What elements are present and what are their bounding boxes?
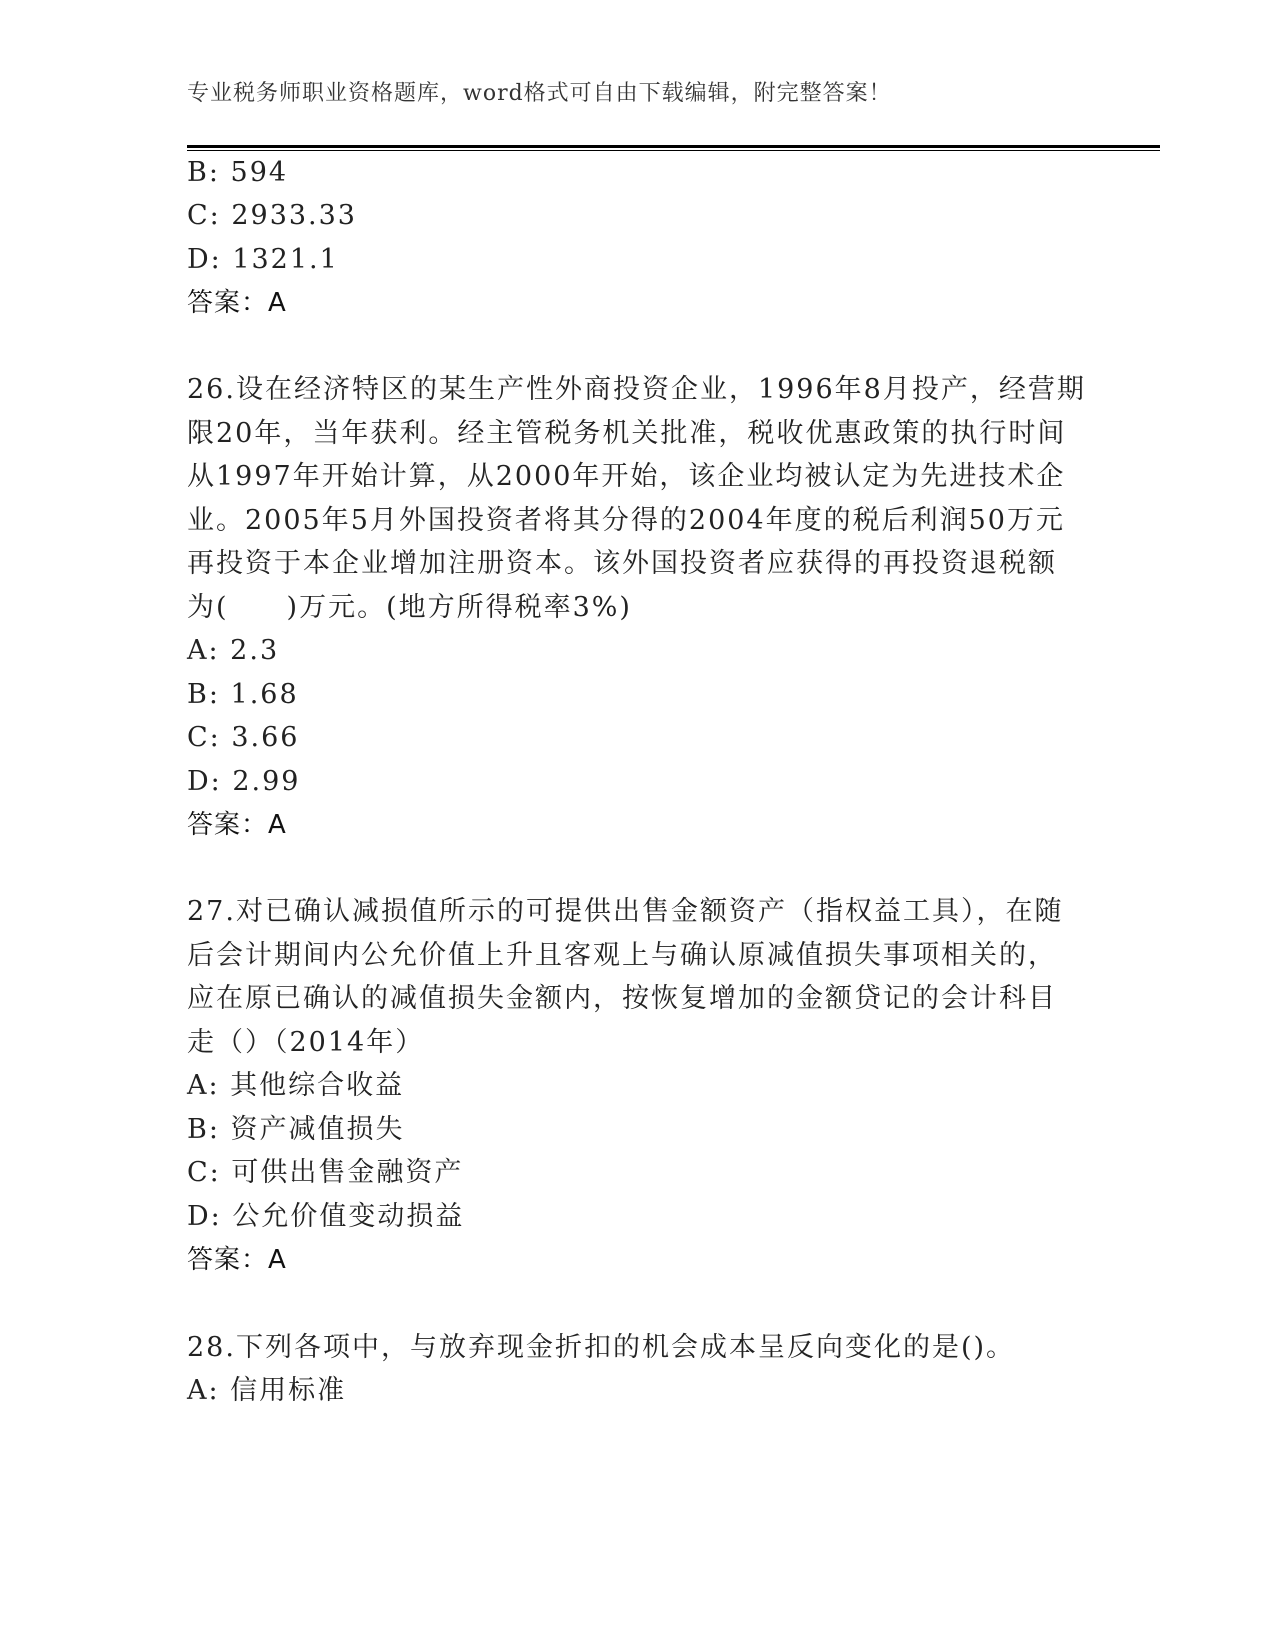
- prev-option-b: B: 594: [187, 157, 289, 188]
- q26-stem-line-2: 限20年，当年获利。经主管税务机关批准，税收优惠政策的执行时间: [187, 418, 1067, 449]
- q27-answer: 答案：A: [187, 1245, 287, 1275]
- q27-stem-line-4: 走（）（2014年）: [187, 1027, 425, 1058]
- q27-option-b: B: 资产减值损失: [187, 1114, 405, 1145]
- q26-option-d: D: 2.99: [187, 766, 301, 797]
- q27-option-d: D: 公允价值变动损益: [187, 1201, 465, 1232]
- q28-stem-line-1: 28.下列各项中，与放弃现金折扣的机会成本呈反向变化的是()。: [187, 1332, 1016, 1363]
- q26-stem-line-6: 为( )万元。(地方所得税率3%): [187, 592, 632, 623]
- q26-stem-line-5: 再投资于本企业增加注册资本。该外国投资者应获得的再投资退税额: [187, 548, 1057, 579]
- q27-stem-line-2: 后会计期间内公允价值上升且客观上与确认原减值损失事项相关的，: [187, 940, 1057, 971]
- q26-answer: 答案：A: [187, 810, 287, 840]
- q28-option-a: A: 信用标准: [187, 1375, 347, 1406]
- header-rule-thin: [187, 150, 1160, 151]
- q26-option-c: C: 3.66: [187, 722, 300, 753]
- prev-option-c: C: 2933.33: [187, 200, 357, 231]
- q27-option-a: A: 其他综合收益: [187, 1070, 405, 1101]
- page-header: 专业税务师职业资格题库，word格式可自由下载编辑，附完整答案！: [187, 81, 892, 106]
- prev-answer: 答案：A: [187, 288, 287, 318]
- q27-stem-line-3: 应在原已确认的减值损失金额内，按恢复增加的金额贷记的会计科目: [187, 983, 1057, 1014]
- q26-option-a: A: 2.3: [187, 635, 280, 666]
- q26-stem-line-1: 26.设在经济特区的某生产性外商投资企业，1996年8月投产，经营期: [187, 374, 1086, 405]
- q26-option-b: B: 1.68: [187, 679, 299, 710]
- q26-stem-line-3: 从1997年开始计算，从2000年开始，该企业均被认定为先进技术企: [187, 461, 1066, 492]
- prev-option-d: D: 1321.1: [187, 244, 339, 275]
- header-rule-thick: [187, 145, 1160, 148]
- q27-option-c: C: 可供出售金融资产: [187, 1157, 464, 1188]
- q27-stem-line-1: 27.对已确认减损值所示的可提供出售金额资产（指权益工具），在随: [187, 896, 1064, 927]
- q26-stem-line-4: 业。2005年5月外国投资者将其分得的2004年度的税后利润50万元: [187, 505, 1065, 536]
